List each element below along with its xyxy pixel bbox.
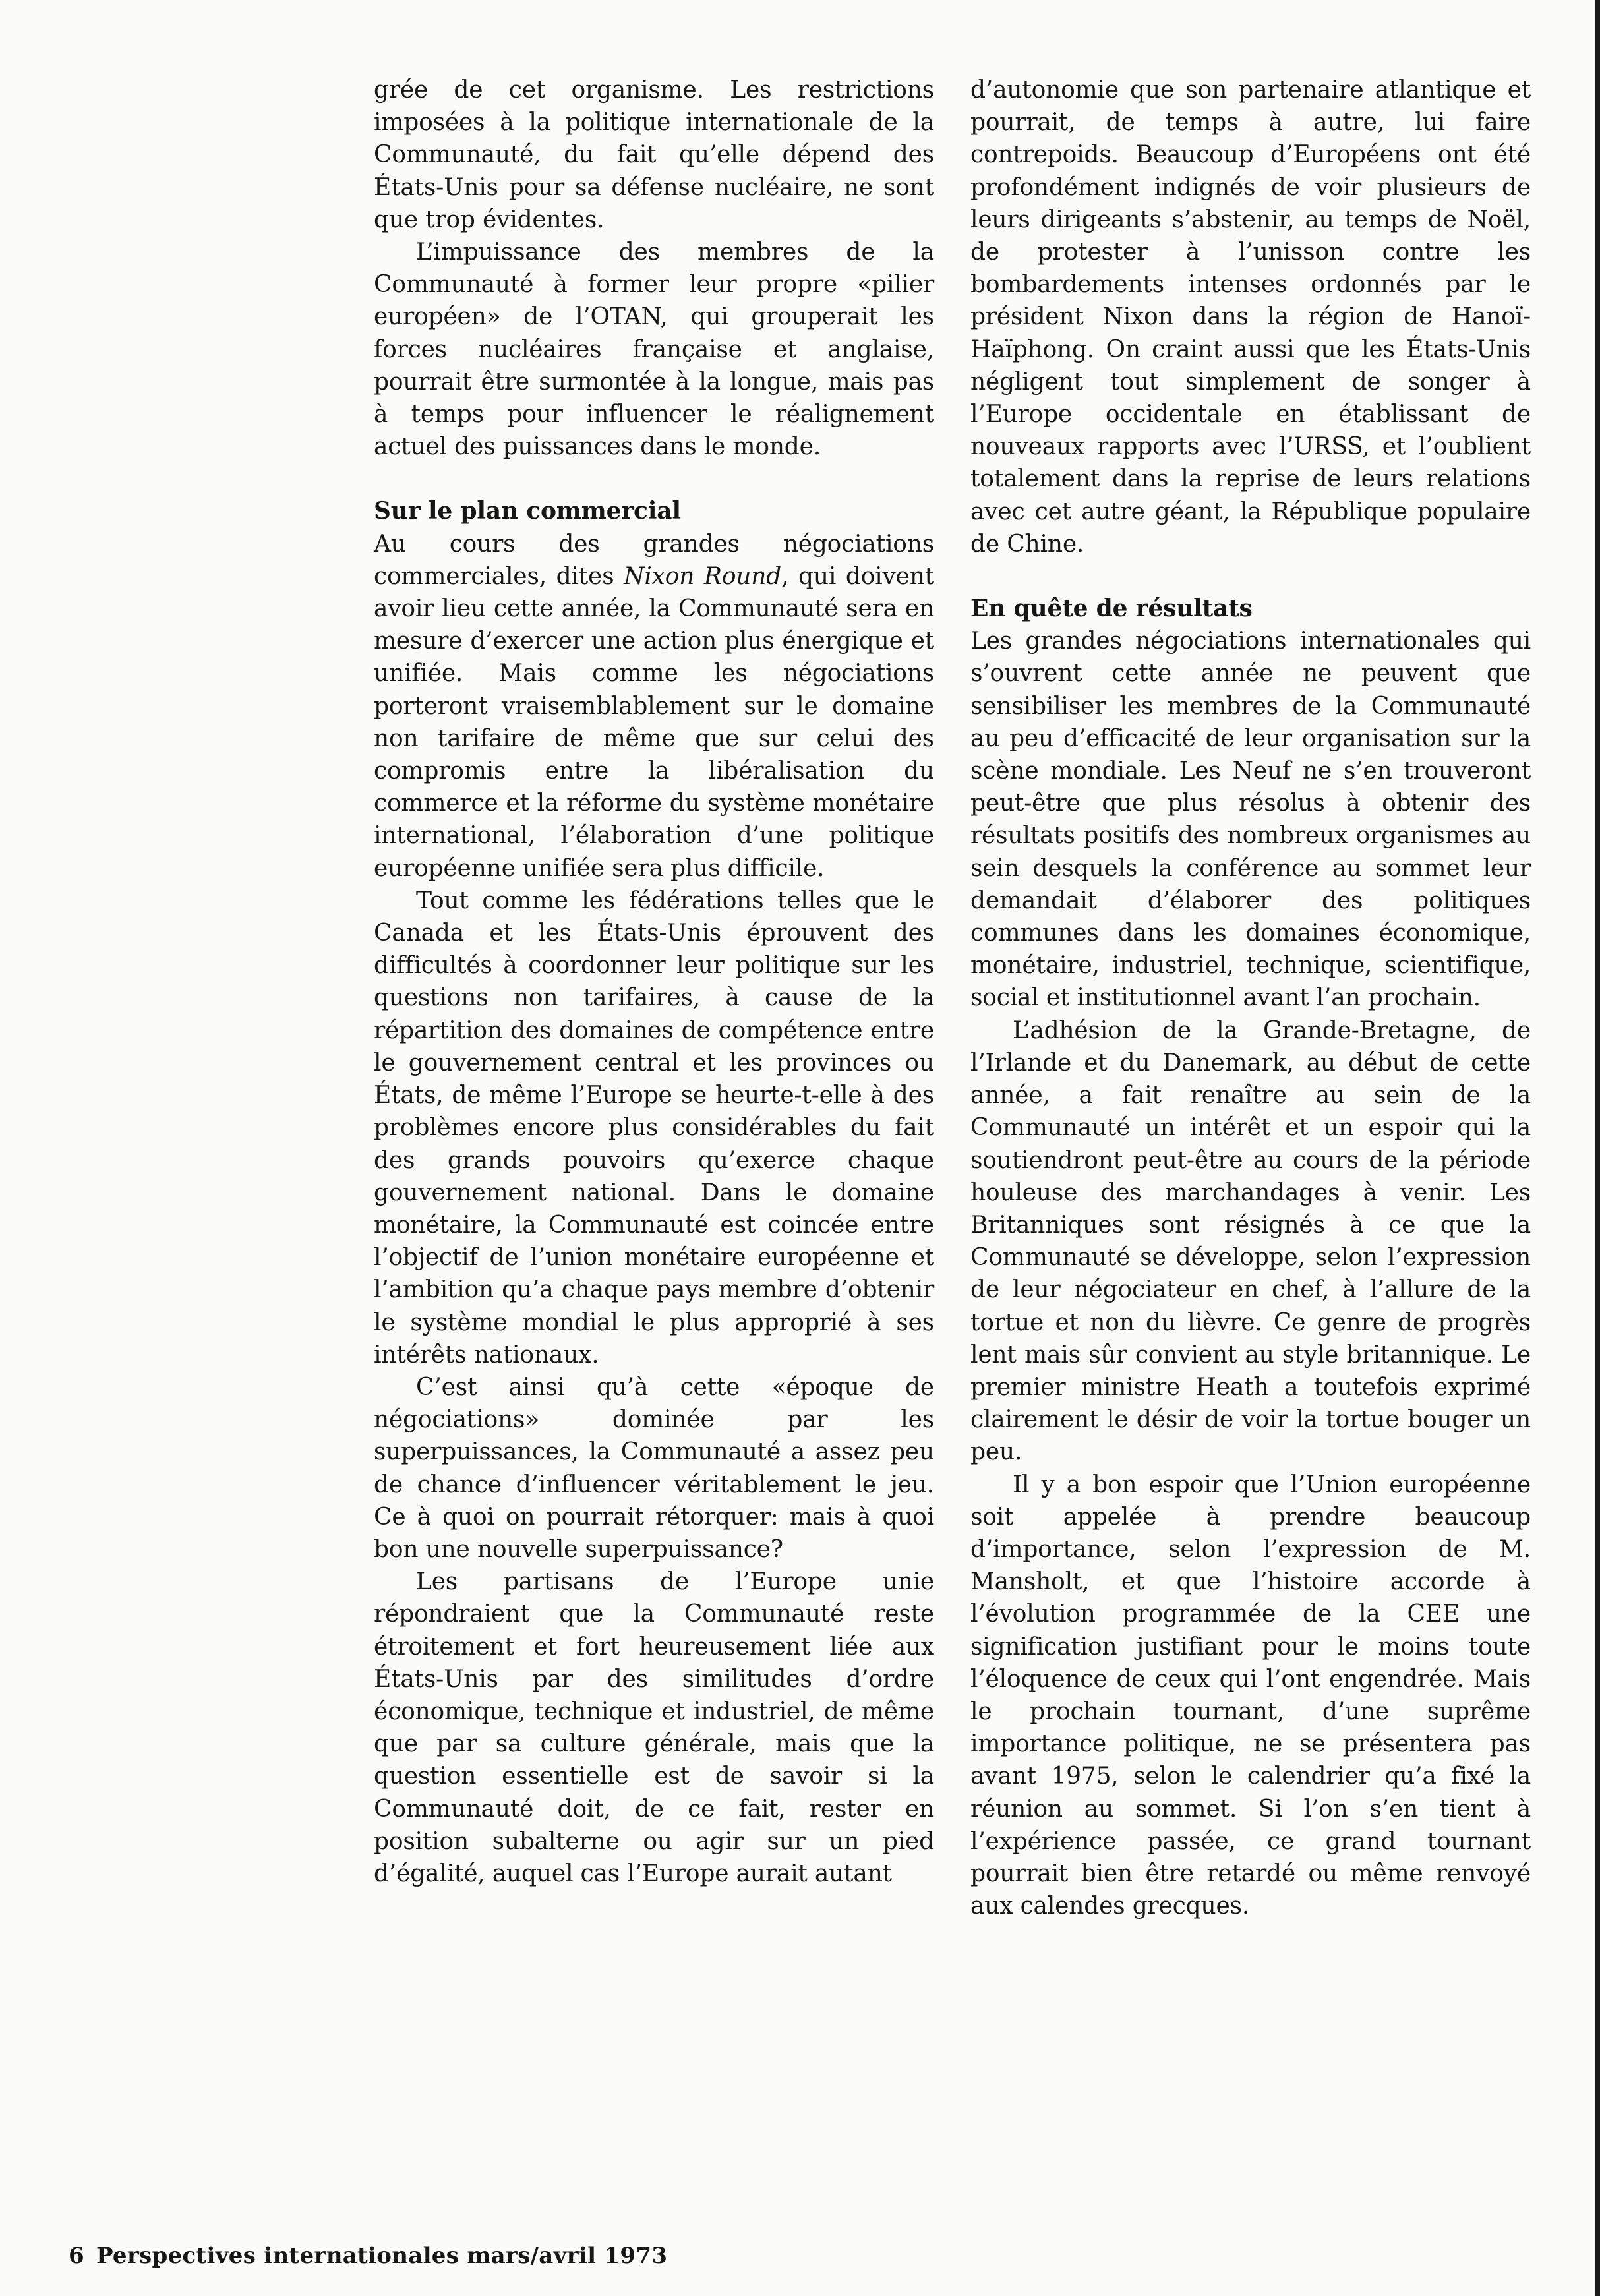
page-footer: [69, 2243, 667, 2269]
left-column: [374, 74, 934, 1890]
publication-title: Perspectives internationales mars/avril 1973: [96, 2243, 668, 2269]
right-paragraph-3: L’adhésion de la Grande-Bretagne, de l’Irlande et du Danemark, au début de cette année, a fait renaître au sein de la Communauté un intérêt et un espoir qui la soutiendront peut-être au cours de la période houleuse des marchandages à venir. Les Britanniques sont résignés à ce que la Communauté se développe, selon l’expression de leur négociateur en chef, à l’allure de la tortue et non du lièvre. Ce genre de progrès lent mais sûr convient au style britannique. Le premier ministre Heath a toutefois exprimé clairement le désir de voir la tortue bouger un peu.: [970, 1016, 1531, 1466]
left-paragraph-3-end: , qui doivent avoir lieu cette année, la Communauté sera en mesure d’exercer une action plus énergique et unifiée. Mais comme les négociations porteront vraisemblablement sur le domaine non tarifaire de même que sur celui des compromis entre la libéralisation du commerce et la réforme du système monétaire international, l’élaboration d’une politique européenne unifiée sera plus difficile.: [374, 562, 934, 882]
left-paragraph-1: grée de cet organisme. Les restrictions imposées à la politique internationale de la Communauté, du fait qu’elle dépend des États-Unis pour sa défense nucléaire, ne sont que trop évidentes.: [374, 76, 934, 233]
left-paragraph-2: L’impuissance des membres de la Communauté à former leur propre «pilier européen» de l’OTAN, qui grouperait les forces nucléaires française et anglaise, pourrait être surmontée à la longue, mais pas à temps pour influencer le réalignement actuel des puissances dans le monde.: [374, 239, 934, 461]
section-heading-resultats: En quête de résultats: [970, 595, 1253, 623]
left-paragraph-6: Les partisans de l’Europe unie répondraient que la Communauté reste étroitement et fort heureusement liée aux États-Unis par des similitudes d’ordre économique, technique et industriel, de même que par sa culture générale, mais que la question essentielle est de savoir si la Communauté doit, de ce fait, rester en position subalterne ou agir sur un pied d’égalité, auquel cas l’Europe aurait autant: [374, 1568, 934, 1887]
left-paragraph-4: Tout comme les fédérations telles que le Canada et les États-Unis éprouvent des difficultés à coordonner leur politique sur les questions non tarifaires, à cause de la répartition des domaines de compétence entre le gouvernement central et les provinces ou États, de même l’Europe se heurte-t-elle à des problèmes encore plus considérables du fait des grands pouvoirs qu’exerce chaque gouvernement national. Dans le domaine monétaire, la Communauté est coincée entre l’objectif de l’union monétaire européenne et l’ambition qu’a chaque pays membre d’obtenir le système mondial le plus approprié à ses intérêts nationaux.: [374, 887, 934, 1369]
left-paragraph-3: [374, 528, 934, 885]
left-paragraph-5: C’est ainsi qu’à cette «époque de négociations» dominée par les superpuissances, la Communauté a assez peu de chance d’influencer véritablement le jeu. Ce à quoi on pourrait rétorquer: mais à quoi bon une nouvelle superpuissance?: [374, 1373, 934, 1563]
left-paragraph-3-start: Au cours des grandes négociations commerciales, dites: [374, 530, 934, 590]
right-column: [970, 74, 1531, 1922]
right-paragraph-4: Il y a bon espoir que l’Union européenne soit appelée à prendre beaucoup d’importance, selon l’expression de M. Mansholt, et que l’histoire accorde à l’évolution programmée de la CEE une signification justifiant pour le moins toute l’éloquence de ceux qui l’ont engendrée. Mais le prochain tournant, d’une suprême importance politique, ne se présentera pas avant 1975, selon le calendrier qu’a fixé la réunion au sommet. Si l’on s’en tient à l’expérience passée, ce grand tournant pourrait bien être retardé ou même renvoyé aux calendes grecques.: [970, 1471, 1531, 1920]
nixon-round-italic: Nixon Round: [624, 562, 782, 590]
right-paragraph-1: d’autonomie que son partenaire atlantique et pourrait, de temps à autre, lui faire contrepoids. Beaucoup d’Européens ont été profondément indignés de voir plusieurs de leurs dirigeants s’abstenir, au temps de Noël, de protester à l’unisson contre les bombardements intenses ordonnés par le président Nixon dans la région de Hanoï-Haïphong. On craint aussi que les États-Unis négligent tout simplement de songer à l’Europe occidentale en établissant de nouveaux rapports avec l’URSS, et l’oublient totalement dans la reprise de leurs relations avec cet autre géant, la République populaire de Chine.: [970, 76, 1531, 558]
scan-edge-border: [1595, 0, 1600, 2296]
page-number: 6: [69, 2243, 84, 2269]
right-paragraph-2: Les grandes négociations internationales qui s’ouvrent cette année ne peuvent que sensibiliser les membres de la Communauté au peu d’efficacité de leur organisation sur la scène mondiale. Les Neuf ne s’en trouveront peut-être que plus résolus à obtenir des résultats positifs des nombreux organismes au sein desquels la conférence au sommet leur demandait d’élaborer des politiques communes dans les domaines économique, monétaire, industriel, technique, scientifique, social et institutionnel avant l’an prochain.: [970, 628, 1531, 1012]
section-heading-commercial: Sur le plan commercial: [374, 497, 681, 525]
